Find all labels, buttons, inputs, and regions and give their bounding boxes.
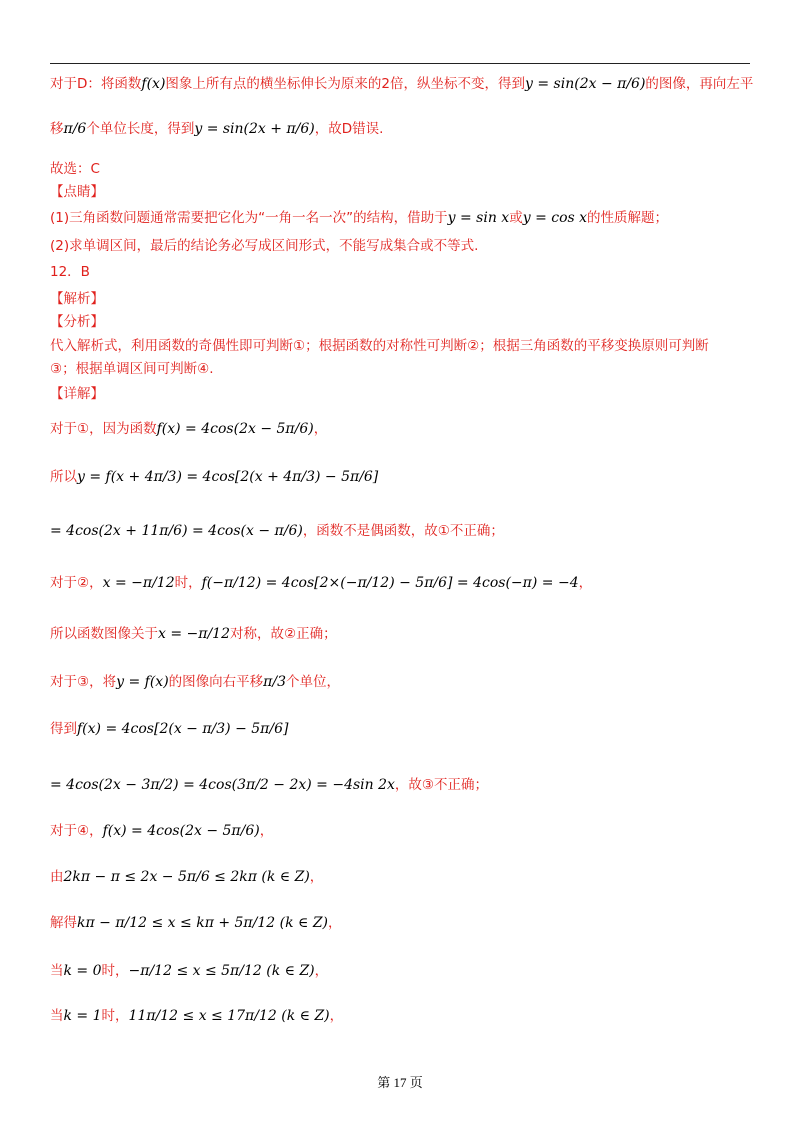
text-span: 的图像，再向左平: [645, 76, 754, 92]
text-span: 时，: [101, 1008, 129, 1024]
text-line: [50, 673, 760, 691]
text-span: ，故D错误.: [314, 121, 384, 137]
text-line: [50, 776, 760, 794]
math-expression: f(x) = 4cos(2x − 5π/6): [156, 421, 314, 437]
text-span: 时，: [101, 963, 129, 979]
text-span: 【解析】: [50, 291, 104, 307]
text-span: 对称，故②正确；: [230, 626, 337, 642]
text-line: [50, 868, 760, 886]
text-line: [50, 1007, 760, 1025]
math-expression: f(x) = 4cos(2x − 5π/6): [102, 823, 260, 839]
text-span: 故选：C: [50, 161, 100, 177]
math-expression: = 4cos(2x + 11π/6) = 4cos(x − π/6): [50, 523, 303, 539]
math-expression: y = sin x: [447, 210, 510, 226]
text-line: [50, 385, 760, 403]
math-expression: −π/12 ≤ x ≤ 5π/12 (k ∈ Z): [128, 963, 315, 979]
math-expression: y = sin(2x − π/6): [525, 76, 646, 92]
text-span: ，: [314, 963, 329, 979]
text-line: [50, 914, 760, 932]
text-span: 解得: [50, 915, 77, 931]
text-span: 对于④，: [50, 823, 103, 839]
text-line: [50, 420, 760, 438]
text-line: [50, 574, 760, 592]
text-span: 由: [50, 869, 64, 885]
text-span: ，: [259, 823, 274, 839]
text-span: 12．B: [50, 264, 90, 280]
header-rule: [50, 63, 750, 64]
text-line: [50, 625, 760, 643]
math-expression: y = sin(2x + π/6): [194, 121, 315, 137]
text-span: 当: [50, 963, 64, 979]
math-expression: π/6: [63, 121, 87, 137]
text-span: 移: [50, 121, 64, 137]
math-expression: x = −π/12: [158, 626, 230, 642]
text-line: [50, 360, 760, 378]
math-expression: π/3: [263, 674, 286, 690]
text-span: 图象上所有点的横坐标伸长为原来的2倍，纵坐标不变，得到: [165, 76, 526, 92]
text-span: 【点睛】: [50, 184, 104, 200]
math-expression: y = f(x + 4π/3) = 4cos[2(x + 4π/3) − 5π/6]: [77, 469, 379, 485]
page-footer: 第 17 页: [377, 1075, 423, 1090]
text-line: [50, 237, 760, 255]
text-line: [50, 522, 760, 540]
text-span: 时，: [174, 575, 202, 591]
text-span: 对于①，因为函数: [50, 421, 157, 437]
text-span: 所以函数图像关于: [50, 626, 158, 642]
text-line: [50, 263, 760, 281]
math-expression: y = cos x: [522, 210, 588, 226]
math-expression: 11π/12 ≤ x ≤ 17π/12 (k ∈ Z): [128, 1008, 330, 1024]
math-expression: y = f(x): [116, 674, 169, 690]
text-span: ，故③不正确；: [394, 777, 489, 793]
text-span: 对于②，: [50, 575, 103, 591]
math-expression: kπ − π/12 ≤ x ≤ kπ + 5π/12 (k ∈ Z): [77, 915, 329, 931]
math-expression: k = 1: [63, 1008, 102, 1024]
math-expression: = 4cos(2x − 3π/2) = 4cos(3π/2 − 2x) = −4sin 2x: [50, 777, 395, 793]
text-span: 或: [509, 210, 523, 226]
text-span: ，: [329, 1008, 344, 1024]
text-span: ，: [309, 869, 324, 885]
text-line: [50, 209, 760, 227]
text-line: [50, 120, 760, 138]
text-span: ③；根据单调区间可判断④.: [50, 361, 214, 377]
text-line: [50, 962, 760, 980]
math-expression: f(−π/12) = 4cos[2×(−π/12) − 5π/6] = 4cos(−π) = −4: [201, 575, 579, 591]
text-span: ，: [328, 915, 342, 931]
text-span: ，: [578, 575, 593, 591]
text-span: 的图像向右平移: [168, 674, 264, 690]
text-span: ，函数不是偶函数，故①不正确；: [302, 523, 504, 539]
text-span: 的性质解题；: [587, 210, 669, 226]
text-span: 个单位，: [285, 674, 340, 690]
text-line: [50, 183, 760, 201]
text-line: [50, 468, 760, 486]
math-expression: f(x): [141, 76, 166, 92]
text-span: 【详解】: [50, 386, 104, 402]
text-span: 对于③，将: [50, 674, 117, 690]
text-line: [50, 313, 760, 331]
text-line: [50, 337, 760, 355]
text-span: 代入解析式，利用函数的奇偶性即可判断①；根据函数的对称性可判断②；根据三角函数的平移变换原则可判断: [50, 338, 709, 354]
text-span: 得到: [50, 721, 77, 737]
text-span: (1)三角函数问题通常需要把它化为“一角一名一次”的结构，借助于: [50, 210, 448, 226]
text-line: [50, 720, 760, 738]
text-line: [50, 75, 760, 93]
math-expression: 2kπ − π ≤ 2x − 5π/6 ≤ 2kπ (k ∈ Z): [63, 869, 310, 885]
text-line: [50, 290, 760, 308]
text-line: [50, 160, 760, 178]
text-span: 对于D：将函数: [50, 76, 142, 92]
text-span: 当: [50, 1008, 64, 1024]
text-span: ，: [313, 421, 328, 437]
text-span: 【分析】: [50, 314, 104, 330]
text-span: 个单位长度，得到: [86, 121, 195, 137]
math-expression: f(x) = 4cos[2(x − π/3) − 5π/6]: [77, 721, 289, 737]
math-expression: x = −π/12: [102, 575, 175, 591]
math-expression: k = 0: [63, 963, 102, 979]
text-span: (2)求单调区间，最后的结论务必写成区间形式，不能写成集合或不等式.: [50, 238, 479, 254]
text-line: [50, 822, 760, 840]
text-span: 所以: [50, 469, 77, 485]
